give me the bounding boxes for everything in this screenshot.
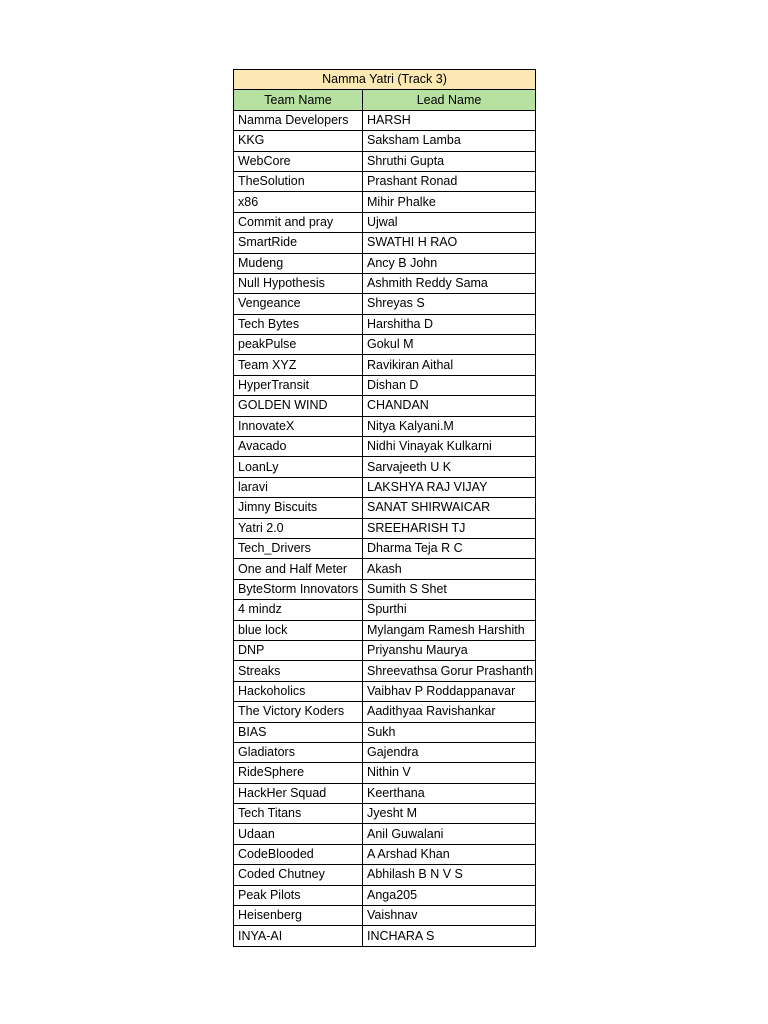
table-row (234, 579, 536, 599)
header-row (234, 90, 536, 110)
team-name-cell: INYA-AI (234, 926, 363, 946)
table-row (234, 885, 536, 905)
lead-name-cell: Aadithyaa Ravishankar (363, 702, 536, 722)
team-name-cell: Commit and pray (234, 212, 363, 232)
team-name-cell: TheSolution (234, 171, 363, 191)
lead-name-cell: SANAT SHIRWAICAR (363, 498, 536, 518)
team-name-cell: KKG (234, 131, 363, 151)
lead-name-cell: Sarvajeeth U K (363, 457, 536, 477)
team-table (233, 69, 536, 947)
table-row (234, 804, 536, 824)
table-row (234, 783, 536, 803)
team-name-cell: Hackoholics (234, 681, 363, 701)
table-row (234, 396, 536, 416)
lead-name-cell: Vaishnav (363, 906, 536, 926)
lead-name-cell: Mylangam Ramesh Harshith (363, 620, 536, 640)
table-row (234, 273, 536, 293)
team-name-cell: InnovateX (234, 416, 363, 436)
team-name-cell: Coded Chutney (234, 865, 363, 885)
team-name-cell: Tech_Drivers (234, 538, 363, 558)
lead-name-cell: Vaibhav P Roddappanavar (363, 681, 536, 701)
table-title: Namma Yatri (Track 3) (234, 70, 536, 90)
table-row (234, 416, 536, 436)
team-name-cell: blue lock (234, 620, 363, 640)
table-row (234, 253, 536, 273)
table-row (234, 681, 536, 701)
lead-name-cell: INCHARA S (363, 926, 536, 946)
lead-name-cell: Ravikiran Aithal (363, 355, 536, 375)
table-row (234, 498, 536, 518)
table-row (234, 742, 536, 762)
lead-name-cell: Shreevathsa Gorur Prashanth (363, 661, 536, 681)
lead-name-cell: Sumith S Shet (363, 579, 536, 599)
table-row (234, 661, 536, 681)
team-name-cell: 4 mindz (234, 600, 363, 620)
table-row (234, 151, 536, 171)
table-row (234, 763, 536, 783)
lead-name-cell: Prashant Ronad (363, 171, 536, 191)
team-name-cell: HackHer Squad (234, 783, 363, 803)
table-row (234, 192, 536, 212)
team-name-cell: Null Hypothesis (234, 273, 363, 293)
lead-name-cell: Akash (363, 559, 536, 579)
lead-name-cell: Jyesht M (363, 804, 536, 824)
lead-name-cell: Gokul M (363, 335, 536, 355)
table-row (234, 844, 536, 864)
table-row (234, 600, 536, 620)
lead-name-cell: CHANDAN (363, 396, 536, 416)
lead-name-cell: Spurthi (363, 600, 536, 620)
team-name-cell: Namma Developers (234, 110, 363, 130)
table-row (234, 131, 536, 151)
title-row (234, 70, 536, 90)
table-row (234, 906, 536, 926)
team-name-cell: Mudeng (234, 253, 363, 273)
team-name-cell: Heisenberg (234, 906, 363, 926)
lead-name-cell: Nidhi Vinayak Kulkarni (363, 437, 536, 457)
lead-name-cell: SWATHI H RAO (363, 233, 536, 253)
lead-name-cell: Ujwal (363, 212, 536, 232)
team-name-cell: DNP (234, 640, 363, 660)
team-name-cell: LoanLy (234, 457, 363, 477)
table-row (234, 335, 536, 355)
lead-name-cell: Harshitha D (363, 314, 536, 334)
lead-name-cell: Shreyas S (363, 294, 536, 314)
lead-name-cell: Dharma Teja R C (363, 538, 536, 558)
team-name-cell: BIAS (234, 722, 363, 742)
lead-name-cell: Nithin V (363, 763, 536, 783)
team-name-cell: ByteStorm Innovators (234, 579, 363, 599)
lead-name-cell: Shruthi Gupta (363, 151, 536, 171)
table-row (234, 233, 536, 253)
lead-name-cell: Mihir Phalke (363, 192, 536, 212)
table-body (234, 110, 536, 946)
team-name-cell: Vengeance (234, 294, 363, 314)
team-name-cell: Gladiators (234, 742, 363, 762)
table-row (234, 294, 536, 314)
team-name-cell: Peak Pilots (234, 885, 363, 905)
table-row (234, 477, 536, 497)
team-name-cell: Tech Bytes (234, 314, 363, 334)
lead-name-cell: Priyanshu Maurya (363, 640, 536, 660)
table-row (234, 559, 536, 579)
team-name-cell: HyperTransit (234, 375, 363, 395)
table-row (234, 171, 536, 191)
lead-name-cell: Saksham Lamba (363, 131, 536, 151)
table-row (234, 212, 536, 232)
lead-name-cell: Keerthana (363, 783, 536, 803)
team-name-cell: SmartRide (234, 233, 363, 253)
team-name-cell: Jimny Biscuits (234, 498, 363, 518)
table-row (234, 620, 536, 640)
lead-name-cell: Sukh (363, 722, 536, 742)
table-row (234, 722, 536, 742)
table-row (234, 926, 536, 946)
table-row (234, 702, 536, 722)
team-name-cell: GOLDEN WIND (234, 396, 363, 416)
table-row (234, 824, 536, 844)
lead-name-cell: A Arshad Khan (363, 844, 536, 864)
team-name-cell: Streaks (234, 661, 363, 681)
team-name-cell: Udaan (234, 824, 363, 844)
team-name-cell: RideSphere (234, 763, 363, 783)
lead-name-cell: Abhilash B N V S (363, 865, 536, 885)
team-name-cell: One and Half Meter (234, 559, 363, 579)
lead-name-cell: Anil Guwalani (363, 824, 536, 844)
table-row (234, 518, 536, 538)
table-row (234, 110, 536, 130)
lead-name-cell: Nitya Kalyani.M (363, 416, 536, 436)
table-row (234, 538, 536, 558)
team-name-cell: Team XYZ (234, 355, 363, 375)
lead-name-cell: Ancy B John (363, 253, 536, 273)
team-name-cell: CodeBlooded (234, 844, 363, 864)
lead-name-cell: Anga205 (363, 885, 536, 905)
header-team-name: Team Name (234, 90, 363, 110)
lead-name-cell: Ashmith Reddy Sama (363, 273, 536, 293)
team-name-cell: Avacado (234, 437, 363, 457)
lead-name-cell: HARSH (363, 110, 536, 130)
table-row (234, 314, 536, 334)
lead-name-cell: SREEHARISH TJ (363, 518, 536, 538)
table-row (234, 355, 536, 375)
team-name-cell: x86 (234, 192, 363, 212)
table-row (234, 375, 536, 395)
team-name-cell: peakPulse (234, 335, 363, 355)
team-name-cell: The Victory Koders (234, 702, 363, 722)
team-name-cell: laravi (234, 477, 363, 497)
lead-name-cell: Dishan D (363, 375, 536, 395)
team-name-cell: Yatri 2.0 (234, 518, 363, 538)
table-row (234, 865, 536, 885)
lead-name-cell: LAKSHYA RAJ VIJAY (363, 477, 536, 497)
table-row (234, 437, 536, 457)
lead-name-cell: Gajendra (363, 742, 536, 762)
team-name-cell: WebCore (234, 151, 363, 171)
header-lead-name: Lead Name (363, 90, 536, 110)
team-name-cell: Tech Titans (234, 804, 363, 824)
table-row (234, 457, 536, 477)
table-row (234, 640, 536, 660)
